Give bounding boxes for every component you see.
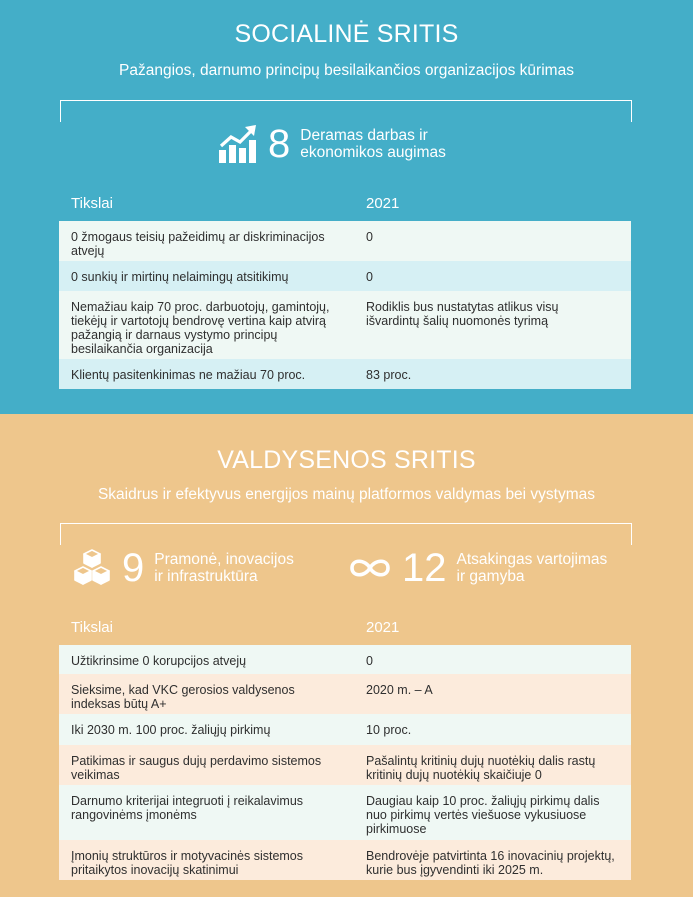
goal-8-label-line1: Deramas darbas ir (300, 127, 428, 144)
infinity-icon (348, 548, 392, 588)
social-subtitle: Pažangios, darnumo principų besilaikančios organizacijos kūrimas (119, 62, 574, 79)
goal-cell: Darnumo kriterijai integruoti į reikalavimus rangovinėms įmonėms (71, 794, 304, 822)
social-goals-table (59, 186, 631, 389)
table-row (59, 785, 631, 840)
social-bracket-divider (60, 100, 632, 122)
value-cell: Pašalintų kritinių dujų nuotėkių dalis rastų kritinių dujų nuotėkių skaičiuje 0 (366, 754, 596, 782)
goal-cell: Nemažiau kaip 70 proc. darbuotojų, gamintojų, tiekėjų ir vartotojų bendrovę vertina kaip atvirą pažangią ir darnaus vystymo principų besilaikančia organizacija (71, 300, 330, 356)
governance-bracket-divider (60, 523, 632, 545)
goal-cell: Užtikrinsime 0 korupcijos atvejų (71, 654, 247, 668)
table-row (59, 714, 631, 745)
goal-8-label-line2: ekonomikos augimas (300, 144, 446, 161)
table-row (59, 674, 631, 714)
governance-subtitle: Skaidrus ir efektyvus energijos mainų platformos valdymas bei vystymas (97, 486, 596, 503)
table-row (59, 645, 631, 674)
growth-chart-icon (218, 124, 258, 164)
governance-title: VALDYSENOS SRITIS (217, 446, 476, 474)
social-table-header (59, 186, 631, 221)
value-cell: 83 proc. (366, 368, 412, 382)
table-row (59, 359, 631, 389)
goal-cell: Patikimas ir saugus dujų perdavimo sistemos veikimas (71, 754, 322, 782)
goal-12-label-line1: Atsakingas vartojimas (456, 551, 608, 568)
value-cell: Daugiau kaip 10 proc. žaliųjų pirkimų dalis nuo pirkimų vertės viešuose vykusiuose pirkimuose (366, 794, 600, 836)
column-header-goals: Tikslai (71, 195, 113, 212)
goal-9-label-line1: Pramonė, inovacijos (154, 551, 294, 568)
goal-9-number: 9 (122, 546, 145, 590)
value-cell: 0 (366, 270, 373, 284)
goal-12-number: 12 (402, 546, 447, 590)
governance-table-body (59, 645, 631, 880)
column-header-goals: Tikslai (71, 619, 113, 636)
goal-cell: Sieksime, kad VKC gerosios valdysenos indeksas būtų A+ (71, 683, 295, 711)
goal-9-label (154, 551, 294, 585)
goal-8-label (300, 127, 446, 161)
table-row (59, 840, 631, 880)
value-cell: 2020 m. – A (366, 683, 433, 697)
column-header-year: 2021 (366, 619, 400, 636)
column-header-year: 2021 (366, 195, 400, 212)
table-row (59, 745, 631, 785)
value-cell: Bendrovėje patvirtinta 16 inovacinių projektų, kurie bus įgyvendinti iki 2025 m. (366, 849, 615, 877)
governance-table-header (59, 610, 631, 645)
goal-8-block (218, 124, 446, 164)
goal-9-block (72, 548, 294, 588)
governance-section (0, 414, 693, 897)
value-cell: 0 (366, 654, 373, 668)
goal-cell: Klientų pasitenkinimas ne mažiau 70 proc. (71, 368, 306, 382)
goal-cell: Įmonių struktūros ir motyvacinės sistemos pritaikytos inovacijų skatinimui (71, 849, 304, 877)
social-table-body (59, 221, 631, 389)
value-cell: 0 (366, 230, 373, 244)
table-row (59, 261, 631, 291)
goal-cell: Iki 2030 m. 100 proc. žaliųjų pirkimų (71, 723, 271, 737)
goal-9-label-line2: ir infrastruktūra (154, 568, 258, 585)
goal-12-label (457, 551, 608, 585)
value-cell: Rodiklis bus nustatytas atlikus visų išvardintų šalių nuomonės tyrimą (366, 300, 559, 328)
social-section (0, 0, 693, 414)
goal-12-label-line2: ir gamyba (456, 568, 525, 585)
value-cell: 10 proc. (366, 723, 412, 737)
goal-12-block (348, 548, 607, 588)
table-row (59, 291, 631, 359)
cubes-icon (72, 548, 112, 588)
goal-8-number: 8 (268, 122, 291, 166)
social-title: SOCIALINĖ SRITIS (234, 20, 459, 48)
goal-cell: 0 sunkių ir mirtinų nelaimingų atsitikimų (71, 270, 289, 284)
goal-cell: 0 žmogaus teisių pažeidimų ar diskriminacijos atvejų (71, 230, 325, 258)
governance-goals-table (59, 610, 631, 880)
table-row (59, 221, 631, 261)
